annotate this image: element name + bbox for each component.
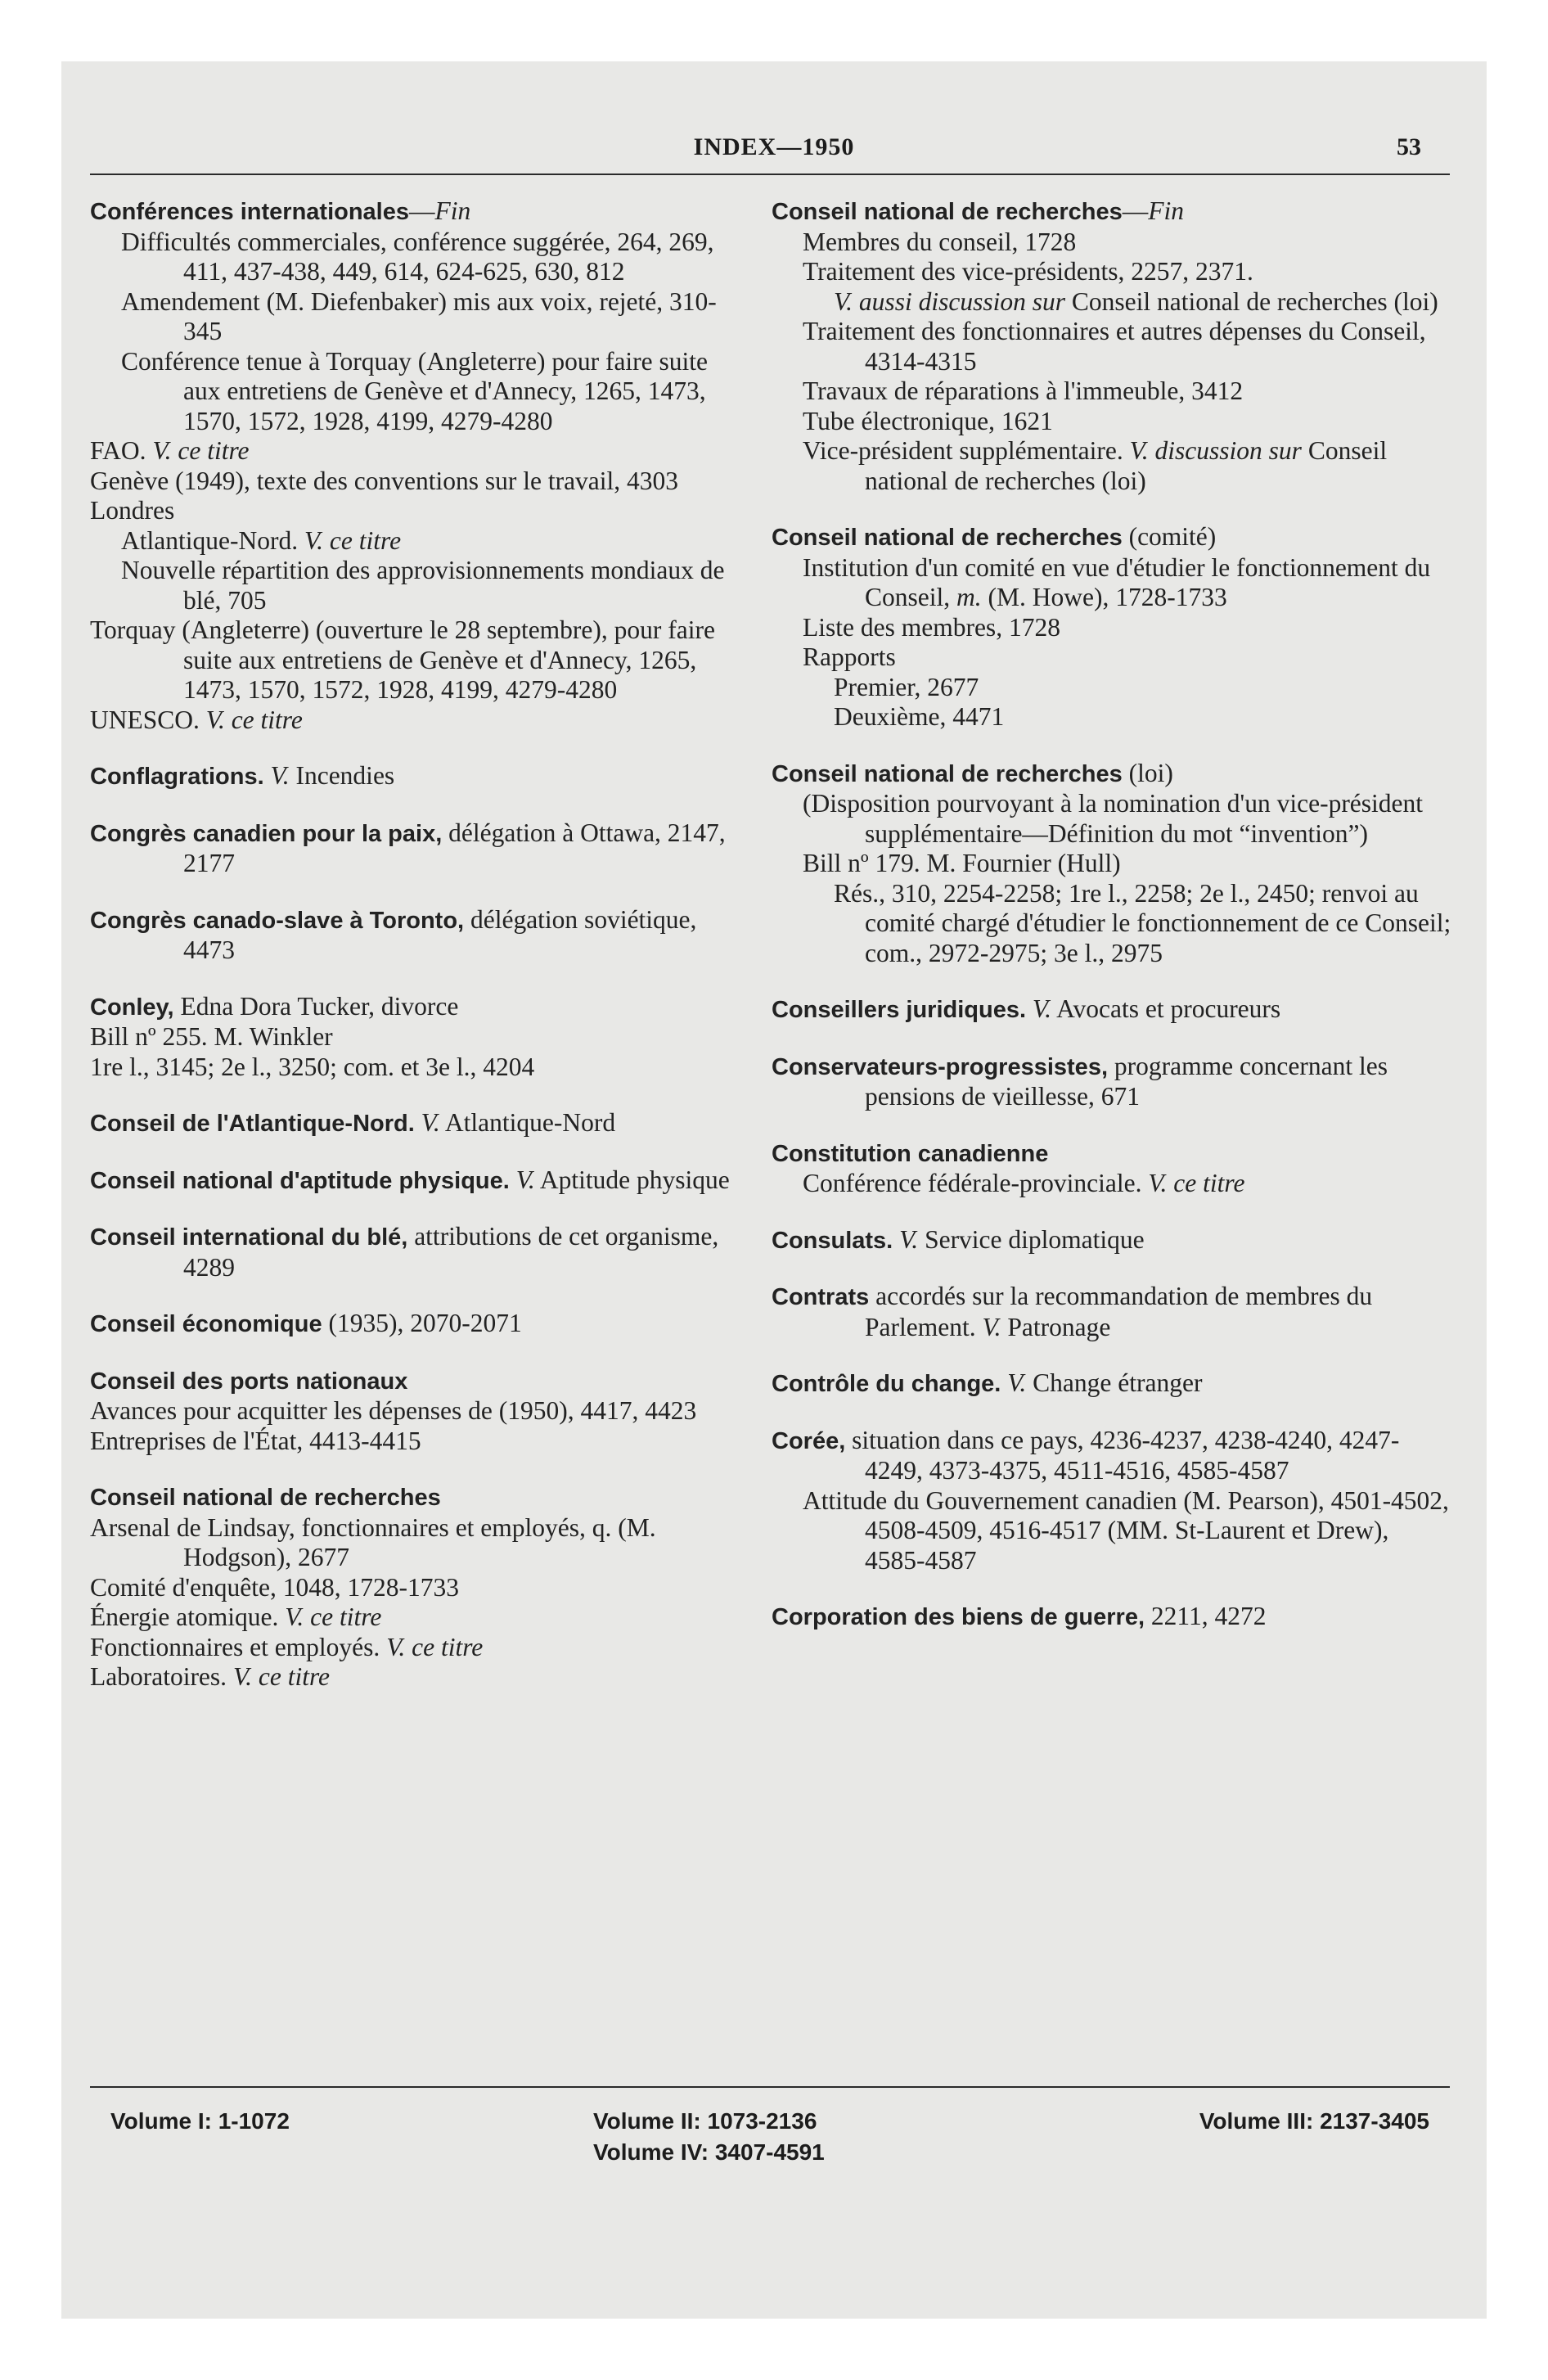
entry-line	[90, 905, 745, 966]
footer-rule	[90, 2086, 1450, 2088]
entry-text: V. ce titre	[285, 1602, 382, 1631]
entry-text: Service diplomatique	[918, 1224, 1145, 1254]
entry-text: Institution d'un comité en vue d'étudier le fonctionnement du Conseil,	[803, 552, 1431, 611]
entry-line	[90, 1165, 745, 1197]
volume-4-range: Volume IV: 3407-4591	[593, 2139, 825, 2165]
entry-text: 1re l., 3145; 2e l., 3250; com. et 3e l., 4204	[90, 1052, 535, 1081]
entry-line	[90, 1633, 745, 1663]
entry-heading: Corée,	[772, 1427, 846, 1454]
entry-line	[90, 818, 745, 879]
entry-heading: Contrôle du change.	[772, 1371, 1001, 1397]
volume-2-range: Volume II: 1073-2136	[593, 2108, 817, 2134]
entry-line	[90, 467, 745, 497]
entry-text: V.	[421, 1108, 440, 1137]
entry-text: Incendies	[289, 761, 395, 790]
entry-text: V.	[899, 1224, 919, 1254]
entry-line	[90, 1366, 745, 1397]
subentry-line	[90, 228, 745, 287]
running-header	[61, 133, 1487, 169]
entry-text	[264, 761, 271, 790]
entry-heading: Conseil économique	[90, 1311, 322, 1337]
entry-text: Amendement (M. Diefenbaker) mis aux voix, rejeté, 310-345	[121, 286, 717, 345]
entry-heading: Conley,	[90, 994, 174, 1021]
index-entry	[90, 1482, 745, 1693]
entry-line	[90, 615, 745, 705]
entry-text: attributions de cet organisme, 4289	[183, 1222, 719, 1282]
entry-text	[1026, 994, 1033, 1023]
entry-line	[90, 1602, 745, 1633]
entry-text: Change étranger	[1026, 1368, 1203, 1397]
subentry-line	[772, 879, 1455, 969]
entry-text: Conférence fédérale-provinciale.	[803, 1169, 1149, 1197]
entry-line	[90, 1482, 745, 1513]
right-column	[772, 196, 1455, 1659]
entry-text: Aptitude physique	[534, 1165, 730, 1194]
entry-text: Arsenal de Lindsay, fonctionnaires et employés, q. (M. Hodgson), 2677	[90, 1512, 656, 1571]
entry-text: V. ce titre	[386, 1632, 484, 1661]
subentry-line	[90, 347, 745, 437]
entry-text: V.	[1007, 1368, 1027, 1397]
entry-line	[772, 1602, 1455, 1633]
entry-heading: Conseil national de recherches	[772, 199, 1123, 225]
entry-text: V. ce titre	[205, 705, 303, 734]
subentry-line	[772, 287, 1455, 318]
entry-heading: Conseil de l'Atlantique-Nord.	[90, 1111, 415, 1137]
entry-text: Premier, 2677	[834, 672, 979, 701]
entry-text: Traitement des fonctionnaires et autres dépenses du Conseil, 4314-4315	[803, 317, 1426, 376]
entry-line	[90, 1662, 745, 1693]
entry-line	[772, 196, 1455, 228]
subentry-line	[772, 317, 1455, 376]
entry-text: Conférence tenue à Torquay (Angleterre) pour faire suite aux entretiens de Genève et d'Annecy, 1265, 1473, 1570, 1572, 1928, 4199, 4279-4280	[121, 346, 709, 435]
index-entry	[772, 1368, 1455, 1400]
entry-heading: Conseil international du blé,	[90, 1224, 408, 1251]
entry-text: V.	[515, 1165, 535, 1194]
entry-heading: Congrès canado-slave à Toronto,	[90, 907, 465, 934]
entry-text: Difficultés commerciales, conférence suggérée, 264, 269, 411, 437-438, 449, 614, 624-625, 630, 812	[121, 227, 714, 286]
entry-text: Genève (1949), texte des conventions sur le travail, 4303	[90, 466, 679, 495]
index-entry	[90, 1165, 745, 1197]
page-title: INDEX—1950	[693, 133, 855, 160]
entry-text: Traitement des vice-présidents, 2257, 2371.	[803, 257, 1253, 286]
entry-text: Tube électronique, 1621	[803, 406, 1053, 435]
entry-text: (M. Howe), 1728-1733	[981, 583, 1227, 611]
page-number: 53	[1397, 133, 1421, 160]
entry-text: Rapports	[803, 642, 896, 671]
entry-line	[772, 1138, 1455, 1170]
entry-text: Conseil national de recherches (loi)	[1064, 286, 1438, 316]
entry-heading: Congrès canadien pour la paix,	[90, 820, 443, 847]
entry-text: V. ce titre	[1148, 1169, 1245, 1197]
entry-line	[772, 1052, 1455, 1112]
index-entry	[90, 1366, 745, 1457]
index-entry	[90, 905, 745, 966]
subentry-line	[772, 1169, 1455, 1199]
entry-text: (loi)	[1122, 758, 1173, 787]
subentry-line	[90, 287, 745, 347]
entry-text: Comité d'enquête, 1048, 1728-1733	[90, 1572, 459, 1602]
index-entry	[90, 1222, 745, 1282]
entry-text: Travaux de réparations à l'immeuble, 3412	[803, 376, 1244, 405]
entry-line	[90, 1108, 745, 1139]
subentry-line	[90, 556, 745, 615]
entry-line	[90, 436, 745, 467]
entry-text: Edna Dora Tucker, divorce	[173, 991, 459, 1021]
index-entry	[772, 1052, 1455, 1112]
entry-text: accordés sur la recommandation de membres du Parlement.	[865, 1282, 1373, 1341]
entry-text: situation dans ce pays, 4236-4237, 4238-4240, 4247-4249, 4373-4375, 4511-4516, 4585-4587	[845, 1425, 1400, 1485]
entry-text: délégation à Ottawa, 2147, 2177	[183, 818, 726, 877]
entry-text: Avocats et procureurs	[1051, 994, 1281, 1023]
entry-text: délégation soviétique, 4473	[183, 904, 697, 964]
index-entry	[772, 1426, 1455, 1576]
subentry-line	[772, 376, 1455, 407]
entry-text: Nouvelle répartition des approvisionnements mondiaux de blé, 705	[121, 556, 725, 615]
subentry-line	[772, 673, 1455, 703]
subentry-line	[90, 526, 745, 557]
entry-text: m.	[956, 583, 982, 611]
entry-text: programme concernant les pensions de vieillesse, 671	[865, 1051, 1388, 1111]
index-entry	[772, 1602, 1455, 1633]
entry-line	[772, 1225, 1455, 1256]
subentry-line	[772, 613, 1455, 643]
entry-text	[893, 1225, 899, 1254]
subentry-line	[772, 257, 1455, 287]
index-entry	[90, 818, 745, 879]
subentry-line	[772, 642, 1455, 673]
entry-text: —	[1122, 196, 1149, 225]
entry-line	[90, 196, 745, 228]
index-page	[61, 61, 1487, 2319]
header-rule	[90, 174, 1450, 175]
entry-heading: Conseillers juridiques.	[772, 997, 1027, 1023]
entry-line	[772, 1368, 1455, 1400]
entry-heading: Conseil national de recherches	[90, 1485, 441, 1511]
entry-heading: Conseil des ports nationaux	[90, 1368, 408, 1395]
index-entry	[90, 1108, 745, 1139]
entry-text: Deuxième, 4471	[834, 702, 1005, 731]
entry-text: Entreprises de l'État, 4413-4415	[90, 1426, 421, 1455]
index-entry	[772, 522, 1455, 732]
entry-text: V.	[1032, 994, 1051, 1023]
volume-3-range: Volume III: 2137-3405	[1199, 2108, 1429, 2134]
entry-text: Conseil national de recherches (loi)	[865, 436, 1388, 495]
index-entry	[772, 759, 1455, 969]
entry-text: Laboratoires.	[90, 1662, 233, 1691]
entry-text: Bill nº 179. M. Fournier (Hull)	[803, 849, 1121, 877]
index-entry	[772, 1282, 1455, 1342]
entry-line	[772, 1282, 1455, 1342]
entry-text: Attitude du Gouvernement canadien (M. Pearson), 4501-4502, 4508-4509, 4516-4517 (MM. St-Laurent et Drew), 4585-4587	[803, 1485, 1449, 1575]
entry-text: Fin	[434, 196, 471, 225]
entry-line	[90, 1309, 745, 1340]
entry-text: —	[409, 196, 435, 225]
entry-heading: Conférences internationales	[90, 199, 409, 225]
entry-line	[90, 1022, 745, 1053]
entry-line	[772, 994, 1455, 1025]
entry-heading: Constitution canadienne	[772, 1140, 1049, 1167]
entry-line	[772, 1426, 1455, 1486]
entry-line	[90, 705, 745, 736]
index-entry	[772, 1225, 1455, 1256]
entry-heading: Conseil national de recherches	[772, 760, 1123, 787]
entry-text: Fonctionnaires et employés.	[90, 1632, 387, 1661]
entry-text: Torquay (Angleterre) (ouverture le 28 septembre), pour faire suite aux entretiens de Genève et d'Annecy, 1265, 1473, 1570, 1572, 1928, 4199, 4279-4280	[90, 615, 715, 704]
entry-line	[90, 992, 745, 1023]
entry-heading: Consulats.	[772, 1227, 893, 1254]
entry-text: Fin	[1148, 196, 1184, 225]
entry-line	[90, 1222, 745, 1282]
entry-text: V. ce titre	[232, 1662, 331, 1691]
entry-text: V. aussi discussion sur	[834, 286, 1065, 316]
index-entry	[772, 196, 1455, 496]
entry-text: (Disposition pourvoyant à la nomination d'un vice-président supplémentaire—Définition du mot “invention”)	[803, 789, 1424, 848]
entry-line	[90, 761, 745, 792]
subentry-line	[772, 553, 1455, 613]
index-entry	[90, 196, 745, 735]
volume-1-range: Volume I: 1-1072	[110, 2108, 290, 2134]
index-entry	[90, 992, 745, 1083]
entry-heading: Conflagrations.	[90, 764, 264, 790]
subentry-line	[772, 1486, 1455, 1576]
entry-text: Atlantique-Nord.	[121, 525, 304, 555]
entry-line	[90, 1427, 745, 1457]
entry-text: V. ce titre	[152, 436, 250, 465]
entry-text: UNESCO.	[90, 705, 206, 734]
entry-text: Vice-président supplémentaire.	[803, 436, 1130, 465]
entry-text: (comité)	[1122, 522, 1217, 551]
left-column	[90, 196, 745, 1719]
entry-line	[772, 759, 1455, 790]
subentry-line	[772, 702, 1455, 732]
entry-text: Londres	[90, 496, 175, 525]
entry-heading: Conseil national d'aptitude physique.	[90, 1167, 510, 1194]
entry-text: 2211, 4272	[1145, 1602, 1267, 1630]
entry-text: Membres du conseil, 1728	[803, 227, 1077, 256]
entry-text	[510, 1165, 516, 1194]
volume-2-4-block	[593, 2106, 825, 2168]
entry-line	[90, 1396, 745, 1427]
subentry-line	[772, 789, 1455, 849]
entry-line	[772, 522, 1455, 553]
entry-text: Rés., 310, 2254-2258; 1re l., 2258; 2e l., 2450; renvoi au comité chargé d'étudier le fonctionnement de ce Conseil; com., 2972-2975; 3e l., 2975	[834, 878, 1451, 967]
entry-text: V. ce titre	[304, 525, 402, 555]
index-entry	[90, 761, 745, 792]
index-entry	[772, 1138, 1455, 1199]
entry-line	[90, 1573, 745, 1603]
subentry-line	[772, 407, 1455, 437]
entry-line	[90, 1513, 745, 1573]
entry-text: FAO.	[90, 436, 153, 465]
entry-heading: Contrats	[772, 1284, 870, 1310]
subentry-line	[772, 849, 1455, 879]
subentry-line	[772, 436, 1455, 496]
entry-text: Liste des membres, 1728	[803, 612, 1060, 642]
entry-text: Énergie atomique.	[90, 1602, 286, 1631]
entry-heading: Conseil national de recherches	[772, 525, 1123, 551]
entry-line	[90, 1053, 745, 1083]
entry-line	[90, 496, 745, 526]
entry-text: Avances pour acquitter les dépenses de (1950), 4417, 4423	[90, 1396, 697, 1425]
entry-heading: Corporation des biens de guerre,	[772, 1604, 1145, 1630]
entry-text: (1935), 2070-2071	[322, 1309, 522, 1337]
entry-text	[415, 1108, 421, 1137]
entry-heading: Conservateurs-progressistes,	[772, 1053, 1108, 1080]
entry-text: V.	[270, 761, 290, 790]
entry-text: Atlantique-Nord	[439, 1108, 616, 1137]
entry-text: V.	[982, 1312, 1001, 1341]
entry-text: Patronage	[1001, 1312, 1111, 1341]
entry-text: V. discussion sur	[1129, 436, 1302, 465]
entry-text: Bill nº 255. M. Winkler	[90, 1022, 333, 1051]
index-entry	[772, 994, 1455, 1025]
index-entry	[90, 1309, 745, 1340]
subentry-line	[772, 228, 1455, 258]
